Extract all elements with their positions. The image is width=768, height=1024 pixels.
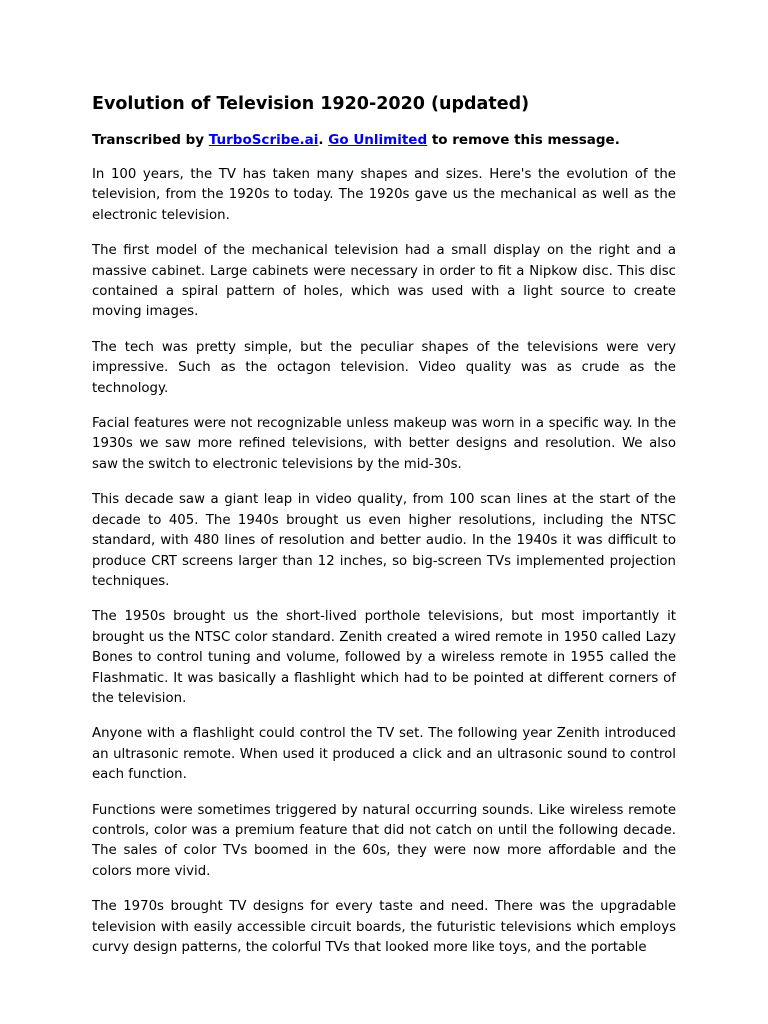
paragraph-3: The tech was pretty simple, but the peculiar shapes of the televisions were very impressive. Such as the octagon television. Video quality was as crude as the technology. bbox=[92, 339, 676, 396]
document-title: Evolution of Television 1920-2020 (updated) bbox=[92, 94, 530, 114]
paragraph-7: Anyone with a flashlight could control the TV set. The following year Zenith introduced an ultrasonic remote. When used it produced a click and an ultrasonic sound to control each function. bbox=[92, 726, 676, 783]
paragraph-9: The 1970s brought TV designs for every taste and need. There was the upgradable television with easily accessible circuit boards, the futuristic televisions which employs curvy design patterns, the colorful TVs that looked more like toys, and the portable bbox=[92, 899, 676, 955]
paragraph-2: The first model of the mechanical television had a small display on the right and a massive cabinet. Large cabinets were necessary in order to fit a Nipkow disc. This disc contained a spiral pattern of holes, which was used with a light source to create moving images. bbox=[92, 243, 676, 320]
turboscribe-link[interactable]: TurboScribe.ai bbox=[208, 132, 319, 148]
paragraph-4: Facial features were not recognizable unless makeup was worn in a specific way. In the 1930s we saw more refined televisions, with better designs and resolution. We also saw the switch to electronic televisions by the mid-30s. bbox=[92, 416, 676, 472]
transcription-suffix: to remove this message. bbox=[427, 132, 620, 148]
paragraph-6: The 1950s brought us the short-lived porthole televisions, but most importantly it brought us the NTSC color standard. Zenith created a wired remote in 1950 called Lazy Bones to control tuning and volume, followed by a wireless remote in 1955 called the Flashmatic. It was basically a flashlight which had to be pointed at different corners of the television. bbox=[92, 609, 676, 706]
transcription-prefix: Transcribed by bbox=[92, 132, 209, 148]
paragraph-5: This decade saw a giant leap in video quality, from 100 scan lines at the start of the decade to 405. The 1940s brought us even higher resolutions, including the NTSC standard, with 480 lines of resolution and better audio. In the 1940s it was difficult to produce CRT screens larger than 12 inches, so big-screen TVs implemented projection techniques. bbox=[92, 492, 676, 589]
transcription-notice bbox=[92, 130, 676, 150]
paragraph-8: Functions were sometimes triggered by natural occurring sounds. Like wireless remote controls, color was a premium feature that did not catch on until the following decade. The sales of color TVs boomed in the 60s, they were now more affordable and the colors more vivid. bbox=[92, 802, 676, 879]
go-unlimited-link[interactable]: Go Unlimited bbox=[328, 132, 428, 148]
paragraph-1: In 100 years, the TV has taken many shapes and sizes. Here's the evolution of the television, from the 1920s to today. The 1920s gave us the mechanical as well as the electronic television. bbox=[92, 167, 676, 223]
transcription-separator: . bbox=[318, 132, 329, 148]
